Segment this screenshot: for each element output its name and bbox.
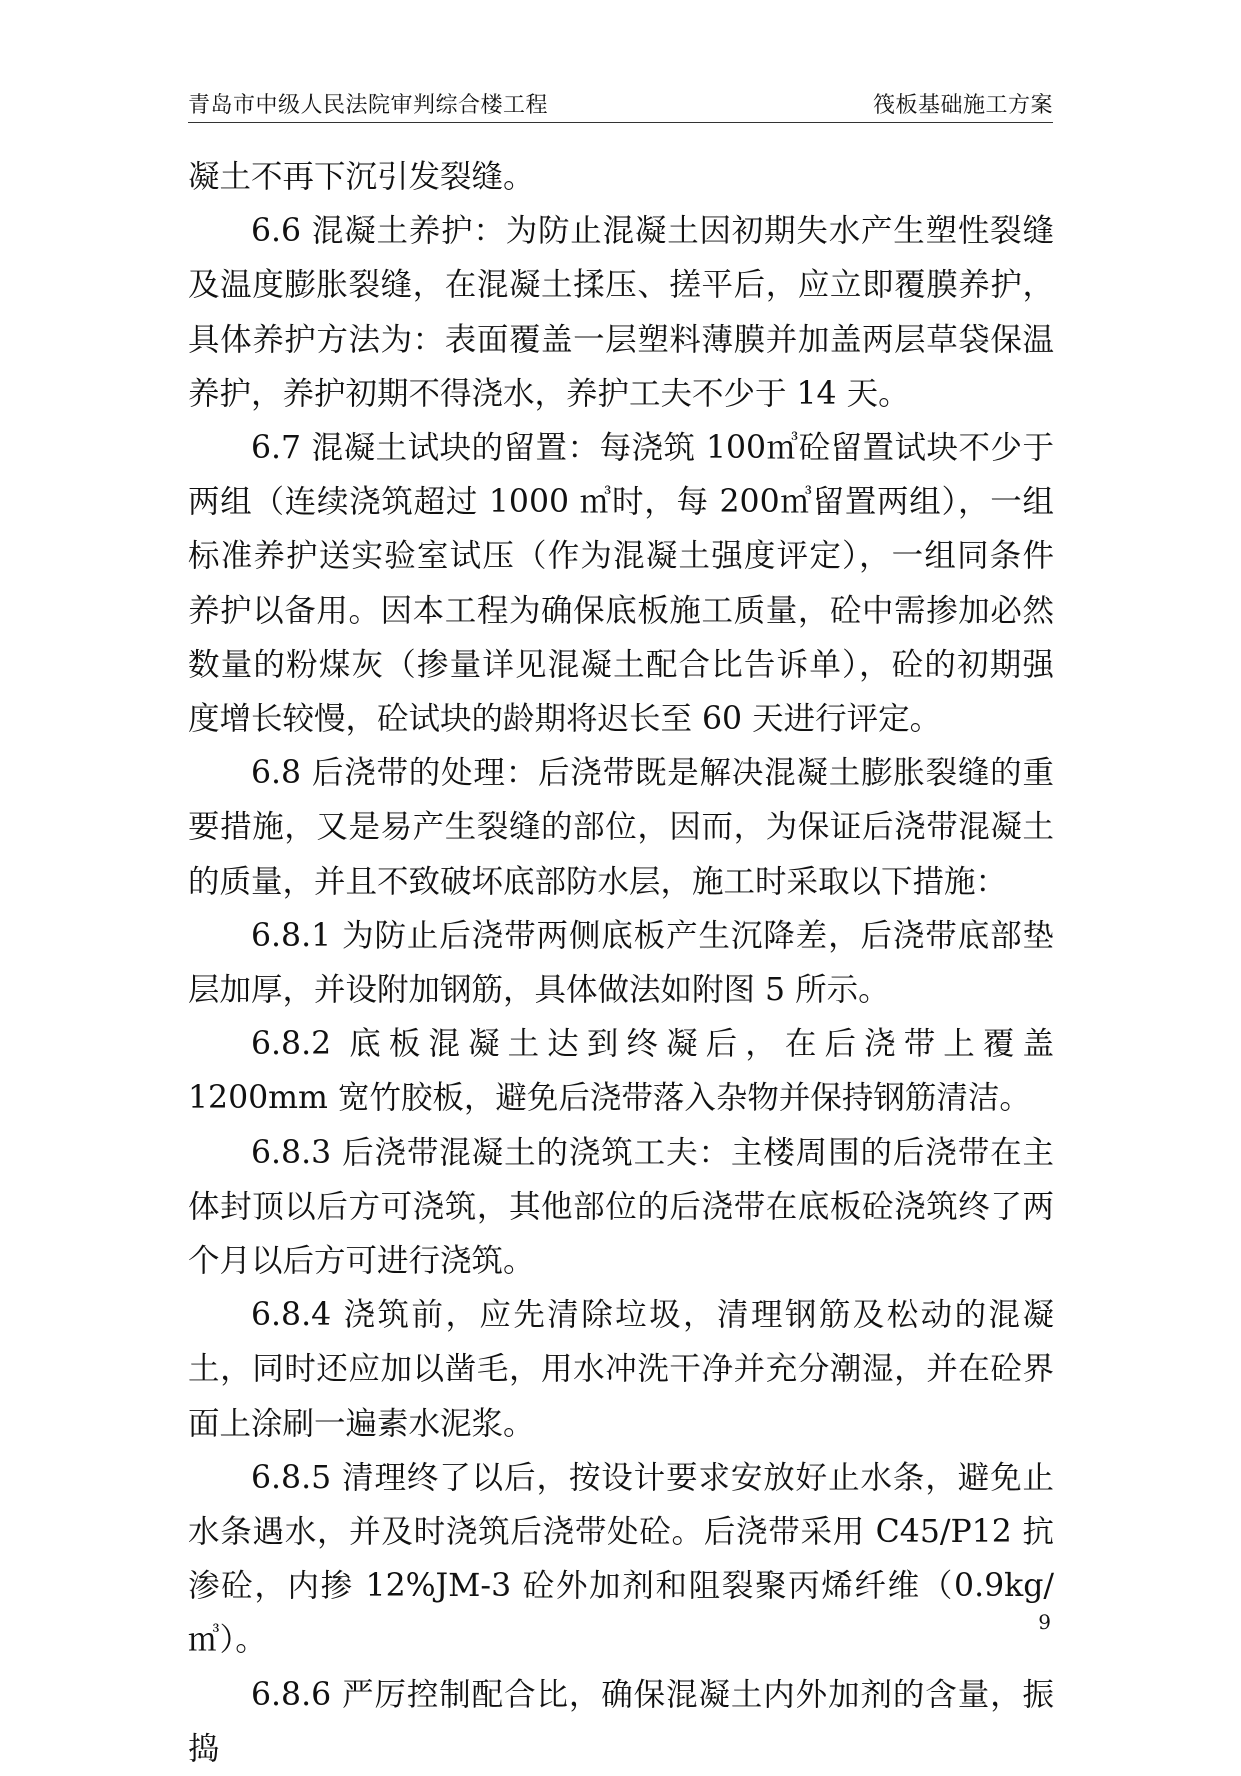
page-header: [188, 86, 1053, 123]
paragraph-6-8-5: 6.8.5 清理终了以后，按设计要求安放好止水条，避免止水条遇水，并及时浇筑后浇带处砼。后浇带采用 C45/P12 抗渗砼，内掺 12%JM-3 砼外加剂和阻裂聚丙烯纤维（0.9kg/㎥）。: [188, 1459, 1054, 1659]
paragraph-6-6-curing: 6.6 混凝土养护：为防止混凝土因初期失水产生塑性裂缝及温度膨胀裂缝，在混凝土揉压、搓平后，应立即覆膜养护，具体养护方法为：表面覆盖一层塑料薄膜并加盖两层草袋保温养护，养护初期不得浇水，养护工夫不少于 14 天。: [188, 213, 1054, 412]
header-document-title: 筏板基础施工方案: [872, 93, 1053, 118]
body-text: [188, 150, 1054, 1776]
paragraph-6-8-1: 6.8.1 为防止后浇带两侧底板产生沉降差，后浇带底部垫层加厚，并设附加钢筋，具体做法如附图 5 所示。: [188, 917, 1054, 1009]
header-project-title: 青岛市中级人民法院审判综合楼工程: [188, 93, 549, 118]
paragraph-6-8-4: 6.8.4 浇筑前，应先清除垃圾，清理钢筋及松动的混凝土，同时还应加以凿毛，用水冲洗干净并充分潮湿，并在砼界面上涂刷一遍素水泥浆。: [188, 1297, 1054, 1442]
paragraph-6-8-2: 6.8.2 底板混凝土达到终凝后，在后浇带上覆盖 1200mm 宽竹胶板，避免后浇带落入杂物并保持钢筋清洁。: [188, 1026, 1054, 1117]
paragraph-6-7-test-blocks: 6.7 混凝土试块的留置：每浇筑 100㎥砼留置试块不少于两组（连续浇筑超过 1000 ㎥时，每 200㎥留置两组），一组标准养护送实验室试压（作为混凝土强度评定），一组同条件养护以备用。因本工程为确保底板施工质量，砼中需掺加必然数量的粉煤灰（掺量详见混凝土配合比告诉单），砼的初期强度增长较慢，砼试块的龄期将迟长至 60 天进行评定。: [188, 430, 1054, 738]
paragraph-continuation: 凝土不再下沉引发裂缝。: [188, 159, 535, 195]
paragraph-6-8-6: 6.8.6 严厉控制配合比，确保混凝土内外加剂的含量，振捣: [188, 1676, 1054, 1767]
paragraph-6-8-3: 6.8.3 后浇带混凝土的浇筑工夫：主楼周围的后浇带在主体封顶以后方可浇筑，其他部位的后浇带在底板砼浇筑终了两个月以后方可进行浇筑。: [188, 1134, 1054, 1280]
page-number: 9: [1038, 1610, 1051, 1634]
paragraph-6-8-post-pour-strip: 6.8 后浇带的处理：后浇带既是解决混凝土膨胀裂缝的重要措施，又是易产生裂缝的部位，因而，为保证后浇带混凝土的质量，并且不致破坏底部防水层，施工时采取以下措施：: [188, 755, 1054, 900]
